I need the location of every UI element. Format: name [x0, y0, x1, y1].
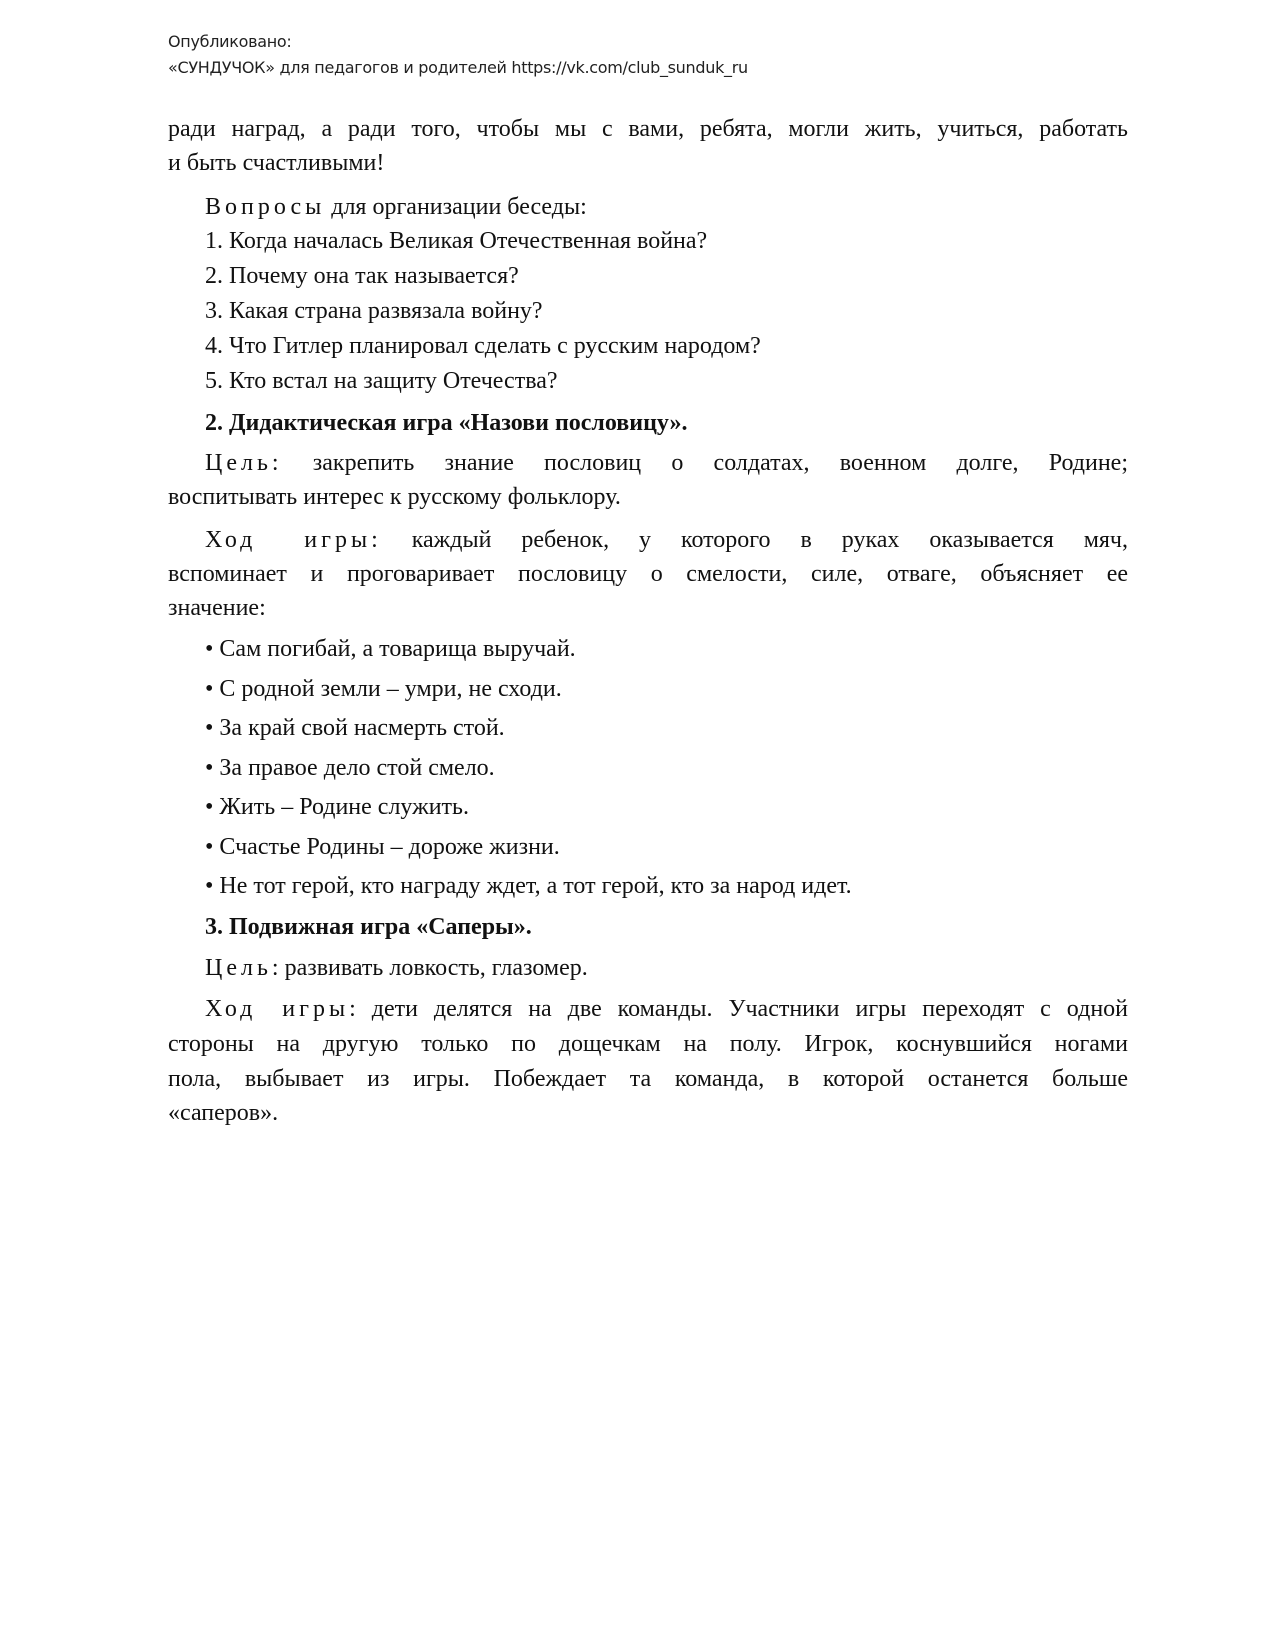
course-text: каждый ребенок, у которого в руках оказывается мяч,	[381, 527, 1128, 553]
goal-text: закрепить знание пословиц о солдатах, военном долге, Родине;	[282, 450, 1128, 476]
questions-heading	[205, 192, 1128, 222]
question-item: 5. Кто встал на защиту Отечества?	[205, 368, 558, 394]
game2-course-line: значение:	[168, 595, 266, 621]
proverb-item: • За край свой насмерть стой.	[205, 715, 505, 741]
goal-label: Цель:	[205, 450, 283, 476]
game3-course-line: «саперов».	[168, 1100, 279, 1126]
proverb-item: • С родной земли – умри, не сходи.	[205, 676, 562, 702]
game3-goal-line	[205, 953, 1128, 983]
question-item: 1. Когда началась Великая Отечественная война?	[205, 228, 708, 254]
intro-line: и быть счастливыми!	[168, 150, 385, 176]
questions-label: Вопросы	[205, 194, 326, 220]
question-item: 3. Какая страна развязала войну?	[205, 298, 543, 324]
proverb-item: • Жить – Родине служить.	[205, 794, 469, 820]
game3-course-line: стороны на другую только по дощечкам на полу. Игрок, коснувшийся ногами	[168, 1031, 1128, 1057]
goal-text: : развивать ловкость, глазомер.	[271, 955, 588, 981]
course-label: Ход игры:	[205, 527, 382, 553]
game2-course-line: вспоминает и проговаривает пословицу о смелости, силе, отваге, объясняет ее	[168, 561, 1128, 587]
section-heading-game3: 3. Подвижная игра «Саперы».	[205, 914, 532, 940]
course-label: Ход игры	[205, 996, 350, 1022]
question-item: 2. Почему она так называется?	[205, 263, 519, 289]
proverb-item: • Счастье Родины – дороже жизни.	[205, 834, 560, 860]
publication-label: Опубликовано:	[168, 32, 292, 51]
proverb-item: • За правое дело стой смело.	[205, 755, 495, 781]
publication-source: «СУНДУЧОК» для педагогов и родителей https://vk.com/club_sunduk_ru	[168, 58, 748, 77]
question-item: 4. Что Гитлер планировал сделать с русским народом?	[205, 333, 761, 359]
game2-goal-line	[205, 448, 1128, 478]
game2-goal-line: воспитывать интерес к русскому фольклору.	[168, 484, 621, 510]
game3-course-line	[205, 994, 1128, 1024]
section-heading-game2: 2. Дидактическая игра «Назови пословицу».	[205, 410, 688, 436]
questions-label-rest: для организации беседы:	[325, 194, 587, 220]
goal-label: Цель	[205, 955, 272, 981]
course-text: : дети делятся на две команды. Участники игры переходят с одной	[349, 996, 1129, 1022]
game3-course-line: пола, выбывает из игры. Побеждает та команда, в которой останется больше	[168, 1066, 1128, 1092]
proverb-item: • Сам погибай, а товарища выручай.	[205, 636, 576, 662]
proverb-item: • Не тот герой, кто награду ждет, а тот герой, кто за народ идет.	[205, 873, 852, 899]
game2-course-line	[205, 525, 1128, 555]
intro-line: ради наград, а ради того, чтобы мы с вами, ребята, могли жить, учиться, работать	[168, 116, 1128, 142]
